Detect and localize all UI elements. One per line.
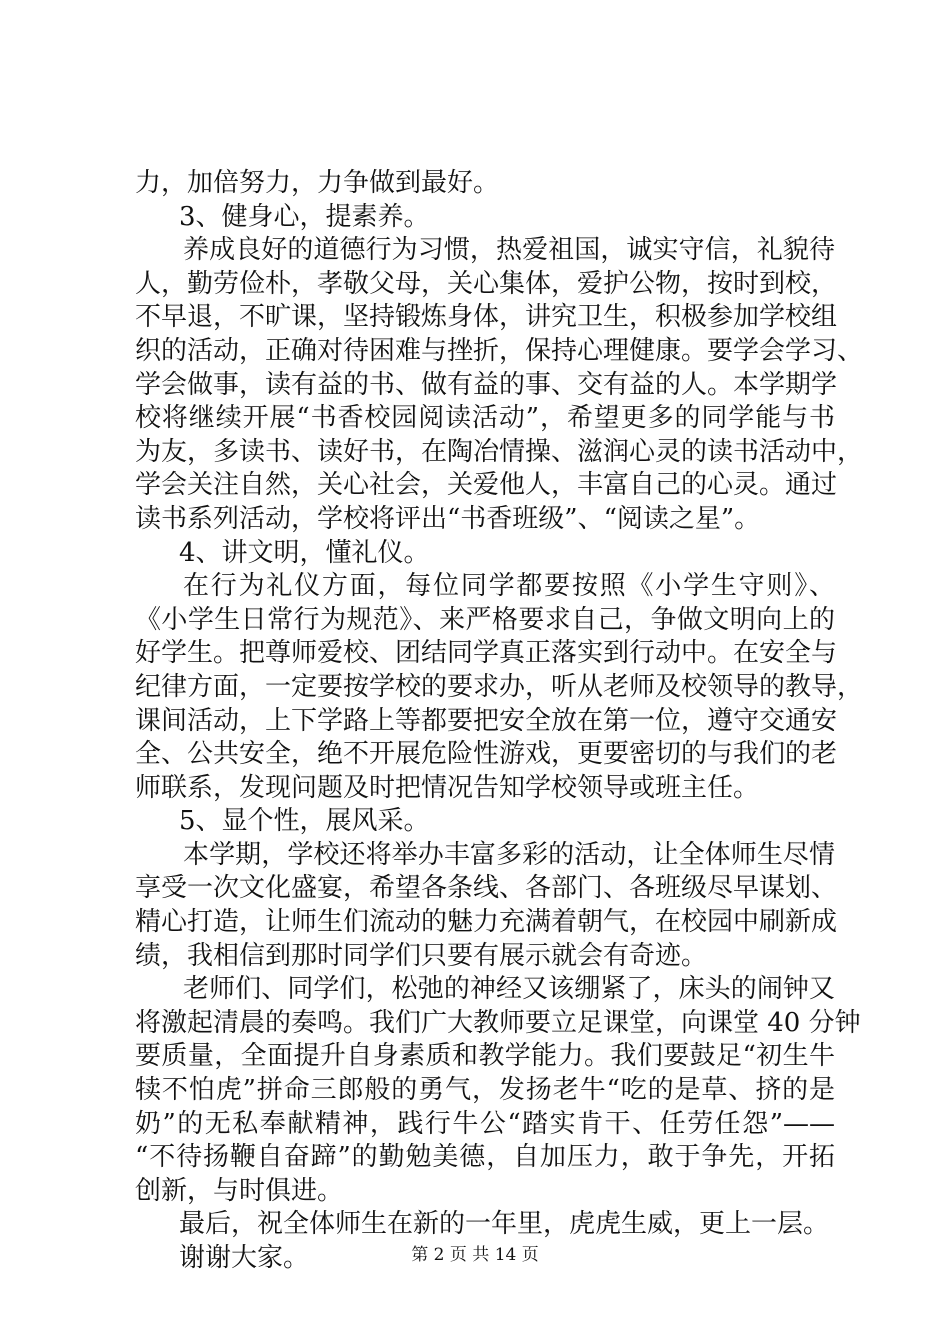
text-line: 《小学生日常行为规范》、来严格要求自己，争做文明向上的 [135, 604, 835, 635]
text-line: 养成良好的道德行为习惯，热爱祖国，诚实守信，礼貌待 [183, 235, 835, 266]
text-line: 全、公共安全，绝不开展危险性游戏，更要密切的与我们的老 [135, 739, 838, 770]
text-line: 犊不怕虎”拼命三郎般的勇气，发扬老牛“吃的是草、挤的是 [135, 1075, 835, 1106]
text-line: 精心打造，让师生们流动的魅力充满着朝气，在校园中刷新成 [135, 907, 838, 938]
document-body [135, 167, 864, 1276]
text-line: 不早退，不旷课，坚持锻炼身体，讲究卫生，积极参加学校组 [135, 302, 838, 333]
text-line: 谢谢大家。 [179, 1243, 310, 1273]
text-line: 绩，我相信到那时同学们只要有展示就会有奇迹。 [135, 940, 708, 971]
text-line: 奶”的无私奉献精神，践行牛公“踏实肯干、任劳任怨”—— [135, 1108, 835, 1139]
text-line: 享受一次文化盛宴，希望各条线、各部门、各班级尽早谋划、 [135, 873, 838, 904]
text-line: 将激起清晨的奏鸣。我们广大教师要立足课堂，向课堂 40 分钟 [135, 1007, 861, 1038]
text-line: 人，勤劳俭朴，孝敬父母，关心集体，爱护公物，按时到校， [135, 268, 838, 299]
text-line: 好学生。把尊师爱校、团结同学真正落实到行动中。在安全与 [135, 638, 838, 669]
text-line: 课间活动，上下学路上等都要把安全放在第一位，遵守交通安 [135, 705, 838, 736]
text-line: 学会关注自然，关心社会，关爱他人，丰富自己的心灵。通过 [135, 470, 838, 501]
text-line: 织的活动，正确对待困难与挫折，保持心理健康。要学会学习、 [135, 335, 864, 366]
text-line: 3、健身心，提素养。 [179, 201, 430, 232]
text-line: 最后，祝全体师生在新的一年里，虎虎生威，更上一层。 [179, 1209, 830, 1240]
text-line: 4、讲文明，懂礼仪。 [179, 537, 430, 568]
text-line: 校将继续开展“书香校园阅读活动”，希望更多的同学能与书 [135, 403, 835, 434]
text-line: 纪律方面，一定要按学校的要求办，听从老师及校领导的教导， [135, 671, 864, 702]
text-line: 学会做事，读有益的书、做有益的事、交有益的人。本学期学 [135, 369, 838, 400]
text-line: 老师们、同学们，松弛的神经又该绷紧了，床头的闹钟又 [183, 974, 835, 1005]
text-line: 为友，多读书、读好书，在陶冶情操、滋润心灵的读书活动中， [135, 436, 864, 467]
text-line: 力，加倍努力，力争做到最好。 [135, 168, 500, 198]
page-footer: 第 2 页 共 14 页 [411, 1245, 539, 1265]
text-line: “不待扬鞭自奋蹄”的勤勉美德，自加压力，敢于争先，开拓 [135, 1142, 835, 1173]
text-line: 读书系列活动，学校将评出“书香班级”、“阅读之星”。 [135, 503, 761, 534]
text-line: 创新，与时俱进。 [135, 1175, 344, 1206]
text-line: 师联系，发现问题及时把情况告知学校领导或班主任。 [135, 772, 760, 803]
text-line: 5、显个性，展风采。 [179, 806, 430, 837]
text-line: 在行为礼仪方面，每位同学都要按照《小学生守则》、 [183, 571, 835, 602]
text-line: 本学期，学校还将举办丰富多彩的活动，让全体师生尽情 [183, 839, 835, 870]
text-line: 要质量，全面提升自身素质和教学能力。我们要鼓足“初生牛 [135, 1041, 835, 1072]
